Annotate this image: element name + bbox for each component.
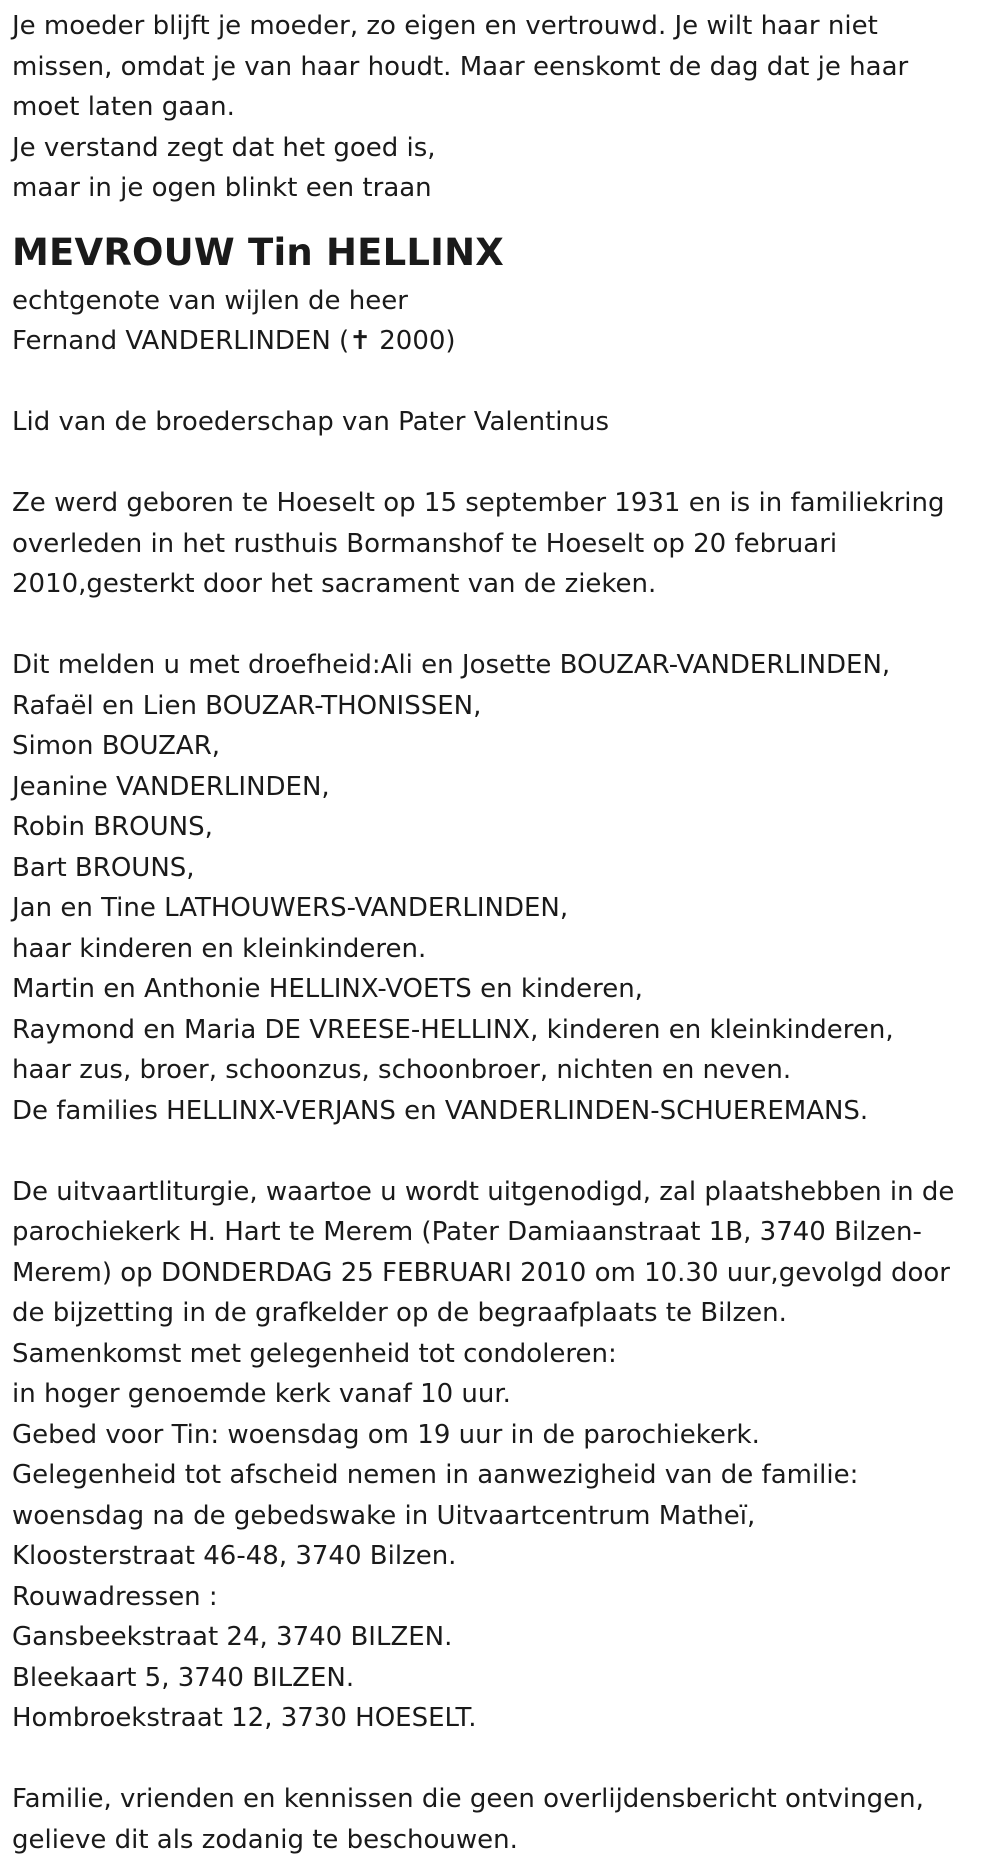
spouse-line: Fernand VANDERLINDEN (✝ 2000): [12, 326, 456, 356]
closing-line: gelieve dit als zodanig te beschouwen.: [12, 1824, 518, 1855]
funeral-line: Gansbeekstraat 24, 3740 BILZEN.: [12, 1622, 453, 1652]
funeral-block: [12, 1172, 988, 1739]
spacer: [12, 1131, 988, 1172]
family-line: Jeanine VANDERLINDEN,: [12, 771, 330, 802]
family-line: haar zus, broer, schoonzus, schoonbroer, nichten en neven.: [12, 1055, 792, 1085]
birth-death-line: 2010,gesterkt door het sacrament van de zieken.: [12, 569, 657, 599]
verse-line: moet laten gaan.: [12, 92, 235, 122]
family-line: Jan en Tine LATHOUWERS-VANDERLINDEN,: [12, 893, 569, 923]
deceased-name: MEVROUW Tin HELLINX: [12, 230, 505, 274]
funeral-line: Hombroekstraat 12, 3730 HOESELT.: [12, 1703, 477, 1733]
spacer: [12, 443, 988, 484]
spouse-line: echtgenote van wijlen de heer: [12, 285, 408, 316]
family-block: [12, 645, 988, 1131]
family-line: Dit melden u met droefheid:Ali en Josette BOUZAR-VANDERLINDEN,: [12, 650, 891, 680]
verse-line: maar in je ogen blinkt een traan: [12, 173, 432, 203]
funeral-line: Merem) op DONDERDAG 25 FEBRUARI 2010 om 10.30 uur,gevolgd door: [12, 1257, 950, 1288]
spacer: [12, 605, 988, 646]
membership-block: [12, 402, 988, 443]
funeral-line: Bleekaart 5, 3740 BILZEN.: [12, 1662, 355, 1693]
closing-block: [12, 1779, 988, 1860]
family-line: Simon BOUZAR,: [12, 731, 221, 761]
family-line: Robin BROUNS,: [12, 812, 213, 842]
funeral-line: Samenkomst met gelegenheid tot condoleren:: [12, 1338, 617, 1369]
spacer: [12, 1739, 988, 1780]
family-line: Bart BROUNS,: [12, 852, 195, 883]
family-line: Rafaël en Lien BOUZAR-THONISSEN,: [12, 690, 482, 721]
funeral-line: woensdag na de gebedswake in Uitvaartcentrum Matheï,: [12, 1500, 756, 1531]
family-line: haar kinderen en kleinkinderen.: [12, 933, 427, 964]
funeral-line: parochiekerk H. Hart te Merem (Pater Damiaanstraat 1B, 3740 Bilzen-: [12, 1217, 922, 1247]
family-line: De families HELLINX-VERJANS en VANDERLINDEN-SCHUEREMANS.: [12, 1095, 869, 1126]
funeral-line: Gebed voor Tin: woensdag om 19 uur in de parochiekerk.: [12, 1419, 760, 1450]
verse-line: missen, omdat je van haar houdt. Maar eenskomt de dag dat je haar: [12, 51, 909, 82]
funeral-line: Rouwadressen :: [12, 1581, 218, 1612]
closing-line: Familie, vrienden en kennissen die geen overlijdensbericht ontvingen,: [12, 1784, 924, 1814]
funeral-line: Gelegenheid tot afscheid nemen in aanwezigheid van de familie:: [12, 1460, 859, 1490]
birth-death-line: Ze werd geboren te Hoeselt op 15 september 1931 en is in familiekring: [12, 488, 945, 518]
spacer: [12, 362, 988, 403]
membership-line: Lid van de broederschap van Pater Valentinus: [12, 407, 610, 437]
spouse-block: [12, 281, 988, 362]
funeral-line: de bijzetting in de grafkelder op de begraafplaats te Bilzen.: [12, 1298, 787, 1328]
funeral-line: De uitvaartliturgie, waartoe u wordt uitgenodigd, zal plaatshebben in de: [12, 1176, 955, 1207]
funeral-line: in hoger genoemde kerk vanaf 10 uur.: [12, 1379, 511, 1409]
birth-death-line: overleden in het rusthuis Bormanshof te Hoeselt op 20 februari: [12, 528, 838, 559]
verse-line: Je moeder blijft je moeder, zo eigen en vertrouwd. Je wilt haar niet: [12, 11, 878, 41]
family-line: Raymond en Maria DE VREESE-HELLINX, kinderen en kleinkinderen,: [12, 1014, 894, 1045]
birth-death-block: [12, 483, 988, 605]
verse-line: Je verstand zegt dat het goed is,: [12, 132, 436, 163]
family-line: Martin en Anthonie HELLINX-VOETS en kinderen,: [12, 974, 643, 1004]
funeral-line: Kloosterstraat 46-48, 3740 Bilzen.: [12, 1541, 457, 1571]
verse-block: [12, 6, 988, 209]
